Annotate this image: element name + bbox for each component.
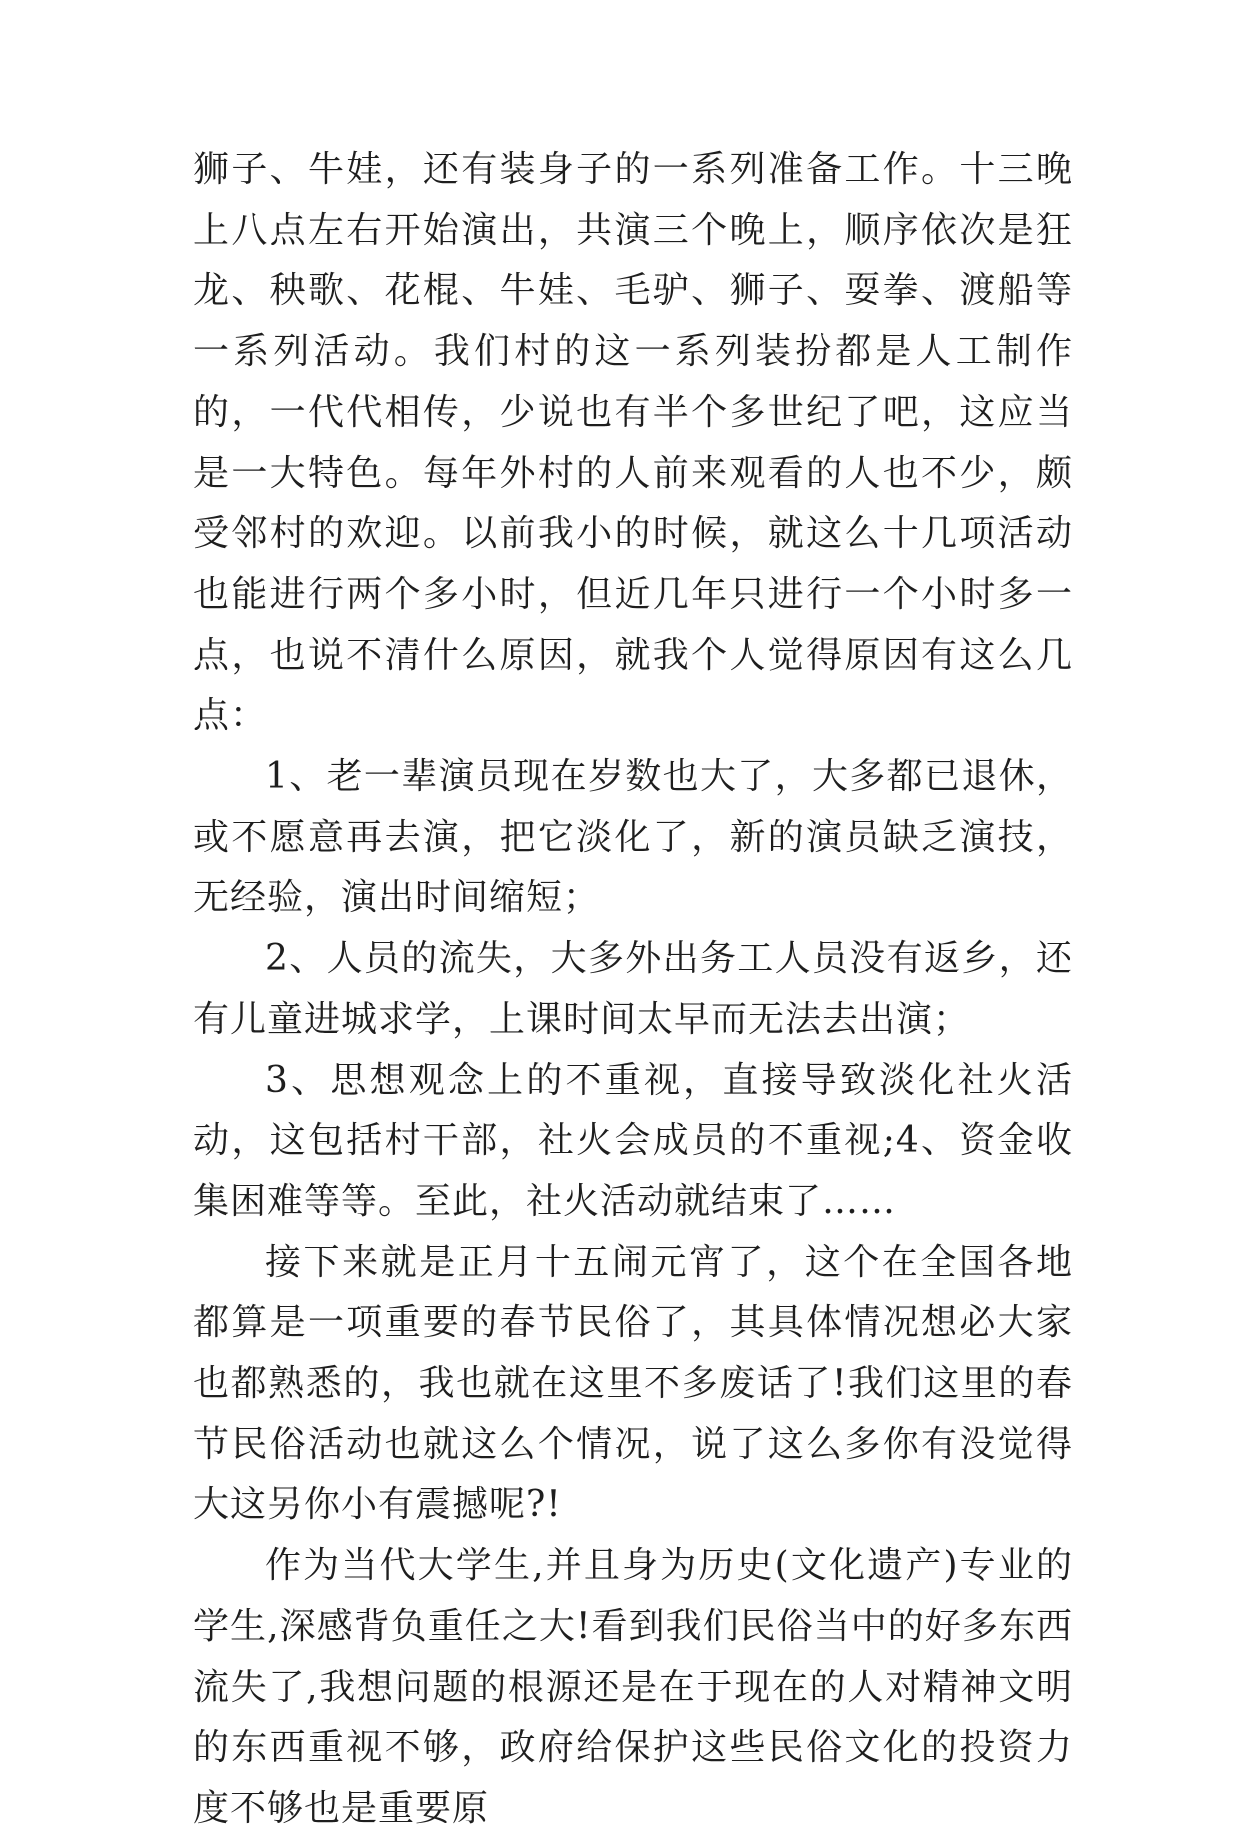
paragraph-2: 1、老一辈演员现在岁数也大了，大多都已退休，或不愿意再去演，把它淡化了，新的演员缺乏演技，无经验，演出时间缩短； (193, 756, 1073, 919)
document-body (193, 140, 1073, 1840)
paragraph-6: 作为当代大学生,并且身为历史(文化遗产)专业的学生,深感背负重任之大!看到我们民俗当中的好多东西流失了,我想问题的根源还是在于现在的人对精神文明的东西重视不够，政府给保护这些民俗文化的投资力度不够也是重要原 (193, 1545, 1073, 1829)
paragraph-4: 3、思想观念上的不重视，直接导致淡化社火活动，这包括村干部，社火会成员的不重视;4、资金收集困难等等。至此，社火活动就结束了…… (193, 1059, 1073, 1222)
paragraph-3: 2、人员的流失，大多外出务工人员没有返乡，还有儿童进城求学，上课时间太早而无法去出演； (193, 938, 1073, 1040)
paragraph-1: 狮子、牛娃，还有装身子的一系列准备工作。十三晚上八点左右开始演出，共演三个晚上，顺序依次是狂龙、秧歌、花棍、牛娃、毛驴、狮子、耍拳、渡船等一系列活动。我们村的这一系列装扮都是人工制作的，一代代相传，少说也有半个多世纪了吧，这应当是一大特色。每年外村的人前来观看的人也不少，颇受邻村的欢迎。以前我小的时候，就这么十几项活动也能进行两个多小时，但近几年只进行一个小时多一点，也说不清什么原因，就我个人觉得原因有这么几点： (193, 149, 1073, 737)
paragraph-5: 接下来就是正月十五闹元宵了，这个在全国各地都算是一项重要的春节民俗了，其具体情况想必大家也都熟悉的，我也就在这里不多废话了!我们这里的春节民俗活动也就这么个情况，说了这么多你有没觉得大这另你小有震撼呢?! (193, 1241, 1073, 1526)
